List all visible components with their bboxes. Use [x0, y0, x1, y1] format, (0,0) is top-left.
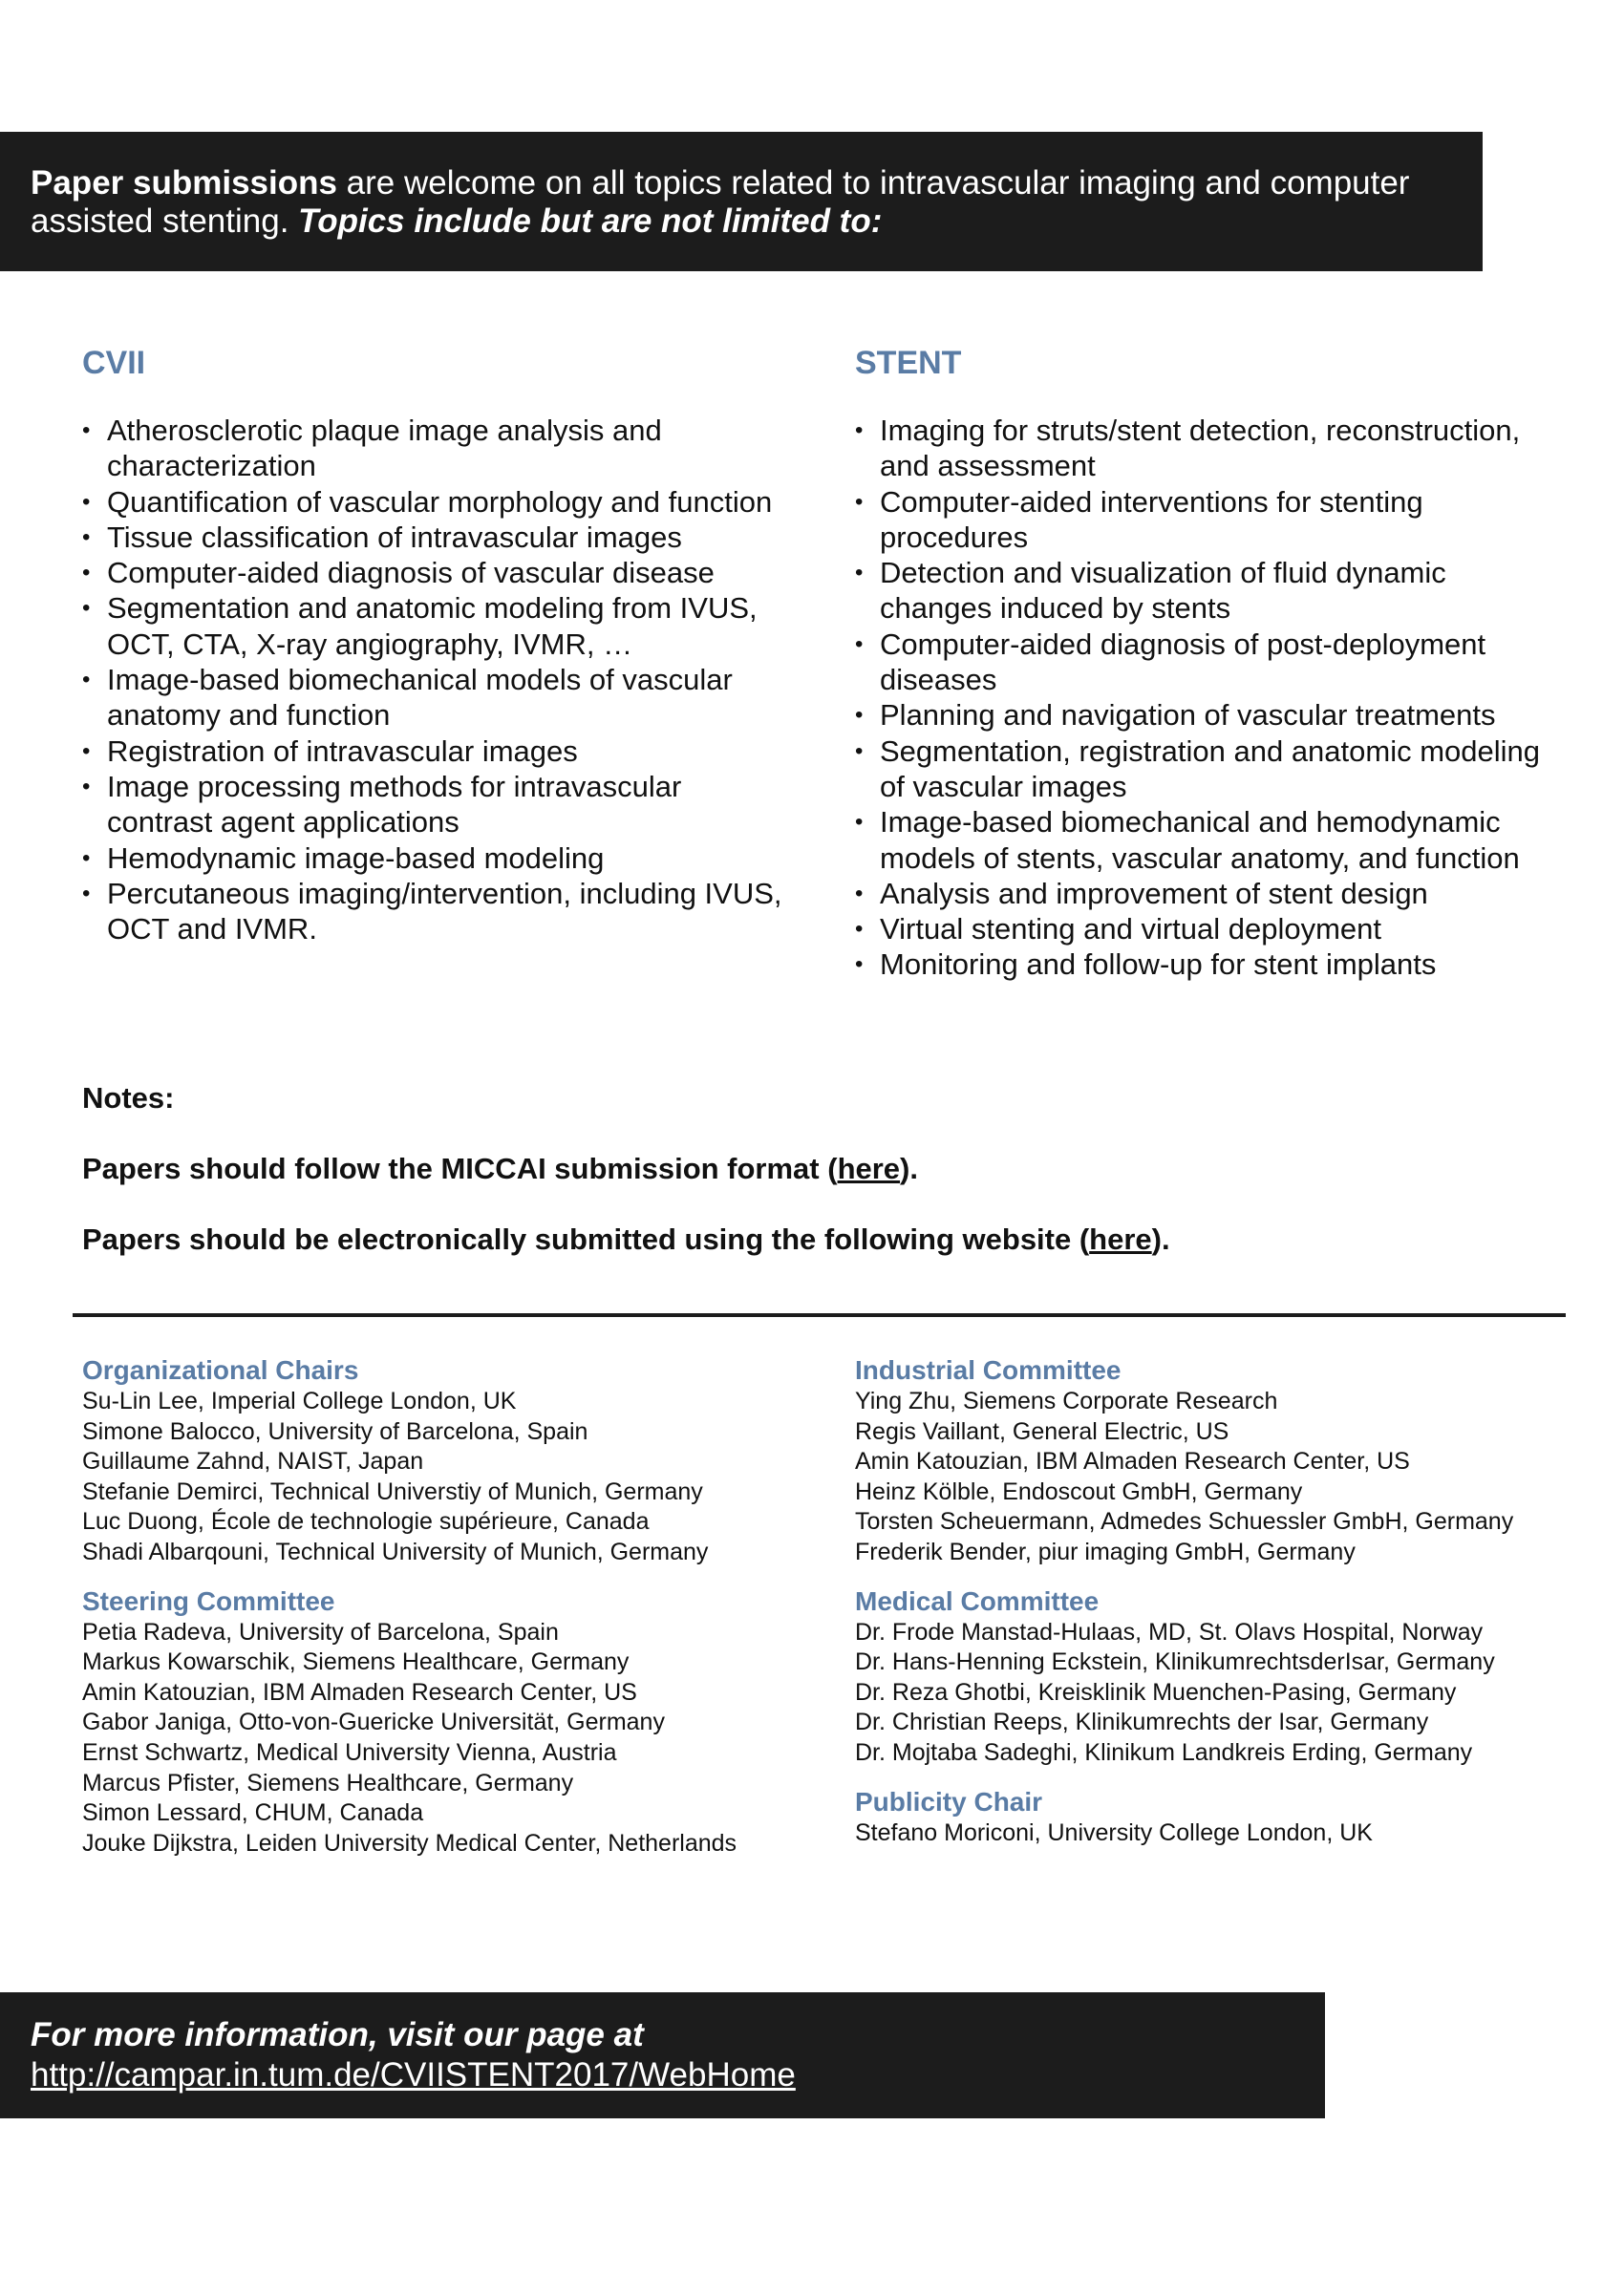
cvii-topic-list [82, 413, 789, 946]
cvii-heading: CVII [82, 345, 146, 381]
submission-link[interactable]: here [1089, 1222, 1152, 1256]
format-note-end: ). [900, 1152, 918, 1185]
list-item: • Imaging for struts/stent detection, reconstruction, and assessment [855, 413, 1562, 484]
organizational-chairs-heading: Organizational Chairs [82, 1355, 359, 1385]
committee-member: Marcus Pfister, Siemens Healthcare, Germany [82, 1769, 574, 1796]
medical-committee-heading: Medical Committee [855, 1585, 1100, 1616]
list-item: • Segmentation, registration and anatomic modeling of vascular images [855, 733, 1562, 805]
committee-member: Frederik Bender, piur imaging GmbH, Germany [855, 1538, 1356, 1565]
committee-member: Regis Vaillant, General Electric, US [855, 1417, 1229, 1445]
list-item: • Analysis and improvement of stent design [855, 876, 1562, 911]
stent-column [855, 344, 1562, 983]
committee-member: Stefano Moriconi, University College London, UK [855, 1818, 1373, 1846]
committee-member: Shadi Albarqouni, Technical University of Munich, Germany [82, 1538, 709, 1565]
committee-member: Guillaume Zahnd, NAIST, Japan [82, 1448, 424, 1476]
stent-topic-list [855, 413, 1562, 983]
list-item: • Computer-aided diagnosis of post-deployment diseases [855, 627, 1562, 698]
committee-member: Torsten Scheuermann, Admedes Schuessler GmbH, Germany [855, 1508, 1514, 1536]
list-item: • Monitoring and follow-up for stent implants [855, 946, 1562, 982]
submission-note-end: ). [1151, 1222, 1170, 1256]
committee-member: Dr. Reza Ghotbi, Kreisklinik Muenchen-Pasing, Germany [855, 1678, 1457, 1706]
committees-left [82, 1354, 827, 1876]
list-item: • Virtual stenting and virtual deployment [855, 911, 1562, 946]
committee-member: Amin Katouzian, IBM Almaden Research Center, US [82, 1678, 637, 1706]
submissions-body: are welcome on all topics related to intravascular imaging and computer assisted stenting. [31, 164, 1410, 240]
format-note-text: Papers should follow the MICCAI submission format ( [82, 1152, 838, 1185]
list-item: • Atherosclerotic plaque image analysis and characterization [82, 413, 789, 484]
cvii-column [82, 344, 789, 946]
committee-member: Dr. Frode Manstad-Hulaas, MD, St. Olavs Hospital, Norway [855, 1618, 1484, 1646]
submissions-banner [0, 132, 1483, 271]
info-banner [0, 1992, 1325, 2118]
committee-member: Simon Lessard, CHUM, Canada [82, 1799, 424, 1827]
committee-member: Dr. Mojtaba Sadeghi, Klinikum Landkreis Erding, Germany [855, 1738, 1473, 1766]
list-item: • Segmentation and anatomic modeling from IVUS, OCT, CTA, X-ray angiography, IVMR, … [82, 590, 789, 662]
list-item: • Hemodynamic image-based modeling [82, 840, 789, 876]
list-item: • Computer-aided interventions for stenting procedures [855, 484, 1562, 556]
committee-member: Stefanie Demirci, Technical Universtiy of Munich, Germany [82, 1478, 703, 1505]
committee-member: Luc Duong, École de technologie supérieure, Canada [82, 1508, 650, 1536]
list-item: • Detection and visualization of fluid dynamic changes induced by stents [855, 555, 1562, 627]
committee-member: Dr. Hans-Henning Eckstein, KlinikumrechtsderIsar, Germany [855, 1648, 1495, 1676]
committee-member: Dr. Christian Reeps, Klinikumrechts der Isar, Germany [855, 1709, 1429, 1736]
list-item: • Tissue classification of intravascular images [82, 520, 789, 555]
committee-member: Ying Zhu, Siemens Corporate Research [855, 1388, 1278, 1414]
list-item: • Quantification of vascular morphology and function [82, 484, 789, 520]
list-item: • Planning and navigation of vascular treatments [855, 697, 1562, 733]
notes-title: Notes: [82, 1081, 175, 1115]
committee-member: Jouke Dijkstra, Leiden University Medical Center, Netherlands [82, 1829, 737, 1857]
stent-heading: STENT [855, 345, 962, 381]
topics-intro: Topics include but are not limited to: [298, 202, 883, 240]
submission-note-text: Papers should be electronically submitted using the following website ( [82, 1222, 1090, 1256]
publicity-chair-heading: Publicity Chair [855, 1786, 1043, 1817]
steering-committee [82, 1585, 827, 1860]
medical-committee [855, 1585, 1600, 1769]
list-item: • Registration of intravascular images [82, 733, 789, 769]
format-link[interactable]: here [837, 1152, 901, 1185]
format-note [82, 1150, 1515, 1188]
committee-member: Su-Lin Lee, Imperial College London, UK [82, 1388, 517, 1414]
committees-right [855, 1354, 1600, 1865]
notes-section [82, 1079, 1515, 1259]
publicity-chair [855, 1786, 1600, 1849]
list-item: • Image processing methods for intravascular contrast agent applications [82, 769, 789, 840]
list-item: • Image-based biomechanical and hemodynamic models of stents, vascular anatomy, and function [855, 804, 1562, 876]
committee-member: Gabor Janiga, Otto-von-Guericke Universität, Germany [82, 1709, 665, 1736]
committee-member: Simone Balocco, University of Barcelona, Spain [82, 1417, 588, 1445]
submissions-lead: Paper submissions [31, 164, 337, 202]
committee-member: Ernst Schwartz, Medical University Vienna, Austria [82, 1738, 617, 1766]
list-item: • Image-based biomechanical models of vascular anatomy and function [82, 662, 789, 733]
committee-member: Amin Katouzian, IBM Almaden Research Center, US [855, 1448, 1410, 1476]
industrial-committee-heading: Industrial Committee [855, 1355, 1122, 1385]
industrial-committee [855, 1354, 1600, 1568]
steering-committee-heading: Steering Committee [82, 1585, 335, 1616]
section-divider [73, 1313, 1566, 1317]
info-text: For more information, visit our page at [31, 2016, 644, 2053]
list-item: • Percutaneous imaging/intervention, including IVUS, OCT and IVMR. [82, 876, 789, 947]
submission-note [82, 1221, 1515, 1259]
committee-member: Petia Radeva, University of Barcelona, Spain [82, 1618, 559, 1646]
organizational-chairs [82, 1354, 827, 1568]
submissions-text [31, 164, 1444, 241]
committee-member: Heinz Kölble, Endoscout GmbH, Germany [855, 1478, 1303, 1505]
website-link[interactable]: http://campar.in.tum.de/CVIISTENT2017/WebHome [31, 2056, 796, 2094]
committee-member: Markus Kowarschik, Siemens Healthcare, Germany [82, 1648, 630, 1676]
list-item: • Computer-aided diagnosis of vascular disease [82, 555, 789, 590]
